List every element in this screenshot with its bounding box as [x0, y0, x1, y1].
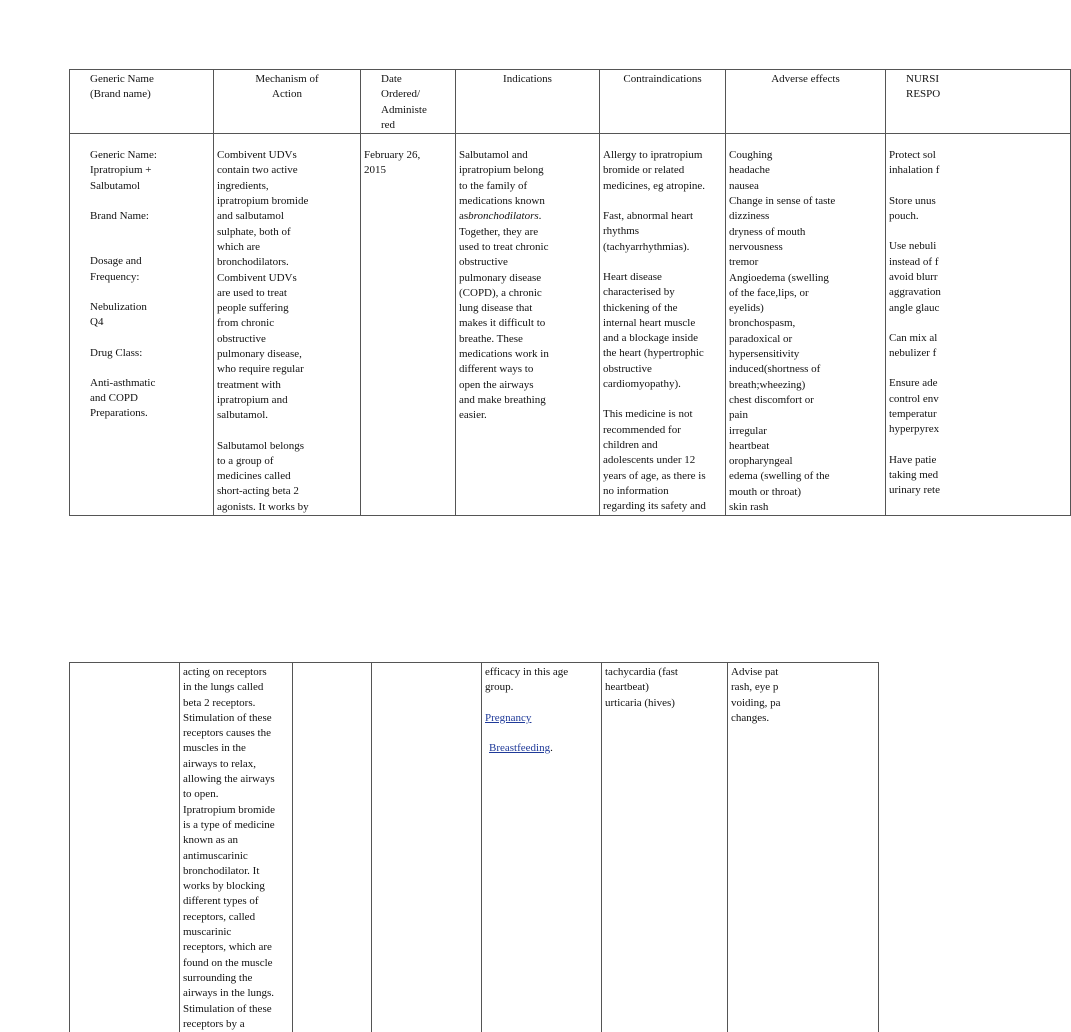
mechanism-continuation: acting on receptors in the lungs called beta 2 receptors. Stimulation of these receptors causes the muscles in the airways to relax, allowing the airways to open. Ipratropium bromide is a type of medicine known as an antimuscarinic bronchodilator. It works by blocking different types of receptors, called muscarinic receptors, which are found on the muscle surrounding the airways in the lungs. Stimulation of these receptors by a [183, 665, 289, 1032]
drug-study-table-page-1 [69, 69, 1071, 516]
cell-date [361, 134, 456, 516]
cell-adverse-effects-cont [602, 663, 728, 1032]
nursing-continuation: Advise pat rash, eye p voiding, pa changes. [731, 665, 875, 726]
header-nursing: NURSI RESPO [886, 70, 1071, 134]
header-generic-name: Generic Name (Brand name) [70, 70, 214, 134]
header-indications: Indications [456, 70, 600, 134]
contra-paragraph-2: Fast, abnormal heart rhythms (tachyarrhythmias). [603, 209, 722, 255]
cell-indications-cont [372, 663, 482, 1032]
header-contraindications: Contraindications [600, 70, 726, 134]
nursing-paragraph-5: Ensure ade control env temperatur hyperpyrex [889, 376, 1067, 437]
adverse-effects-continuation: tachycardia (fast heartbeat) urticaria (hives) [605, 665, 724, 711]
cell-generic-name-cont [70, 663, 180, 1032]
brand-name-label: Brand Name: [90, 209, 210, 224]
nursing-paragraph-6: Have patie taking med urinary rete [889, 453, 1067, 499]
date-value: February 26, 2015 [364, 148, 452, 179]
header-mechanism: Mechanism of Action [214, 70, 361, 134]
cell-date-cont [293, 663, 372, 1032]
drug-class-value: Anti-asthmatic and COPD Preparations. [90, 376, 210, 422]
contra-paragraph-4: This medicine is not recommended for children and adolescents under 12 years of age, as there is no information regarding its safety and [603, 407, 722, 514]
table-continuation-row [70, 663, 879, 1032]
cell-indications [456, 134, 600, 516]
breastfeeding-link[interactable]: Breastfeeding [489, 742, 550, 754]
contra-paragraph-3: Heart disease characterised by thickening of the internal heart muscle and a blockage inside the heart (hypertrophic obstructive cardiomyopathy). [603, 270, 722, 392]
drug-study-table-page-2 [69, 662, 879, 1032]
indications-text: Salbutamol and ipratropium belong to the family of medications known asbronchodilators. Together, they are used to treat chronic obstructive pulmonary disease (COPD), a chronic lung disease that makes it difficult to breathe. These medications work in different ways to open the airways and make breathing easier. [459, 148, 596, 423]
nursing-paragraph-3: Use nebuli instead of f avoid blurr aggravation angle glauc [889, 239, 1067, 315]
table-body-row [70, 134, 1071, 516]
mechanism-paragraph-1: Combivent UDVs contain two active ingredients, ipratropium bromide and salbutamol sulphate, both of which are bronchodilators. Combivent UDVs are used to treat people suffering from chronic obstructive pulmonary disease, who require regular treatment with ipratropium and salbutamol. [217, 148, 357, 423]
cell-contraindications [600, 134, 726, 516]
dosage-label: Dosage and Frequency: [90, 254, 210, 285]
adverse-effects-list: Coughing headache nausea Change in sense of taste dizziness dryness of mouth nervousness tremor Angioedema (swelling of the face,lips, or eyelids) bronchospasm, paradoxical or hypersensitivity induced(shortness of breath;wheezing) chest discomfort or pain irregular heartbeat oropharyngeal edema (swelling of the mouth or throat) skin rash [729, 148, 882, 515]
header-adverse-effects: Adverse effects [726, 70, 886, 134]
cell-nursing-cont [728, 663, 879, 1032]
mechanism-paragraph-2: Salbutamol belongs to a group of medicines called short-acting beta 2 agonists. It works by [217, 439, 357, 515]
nursing-paragraph-2: Store unus pouch. [889, 194, 1067, 225]
cell-mechanism-cont [180, 663, 293, 1032]
cell-contraindications-cont: efficacy in this age group. Pregnancy Breastfeeding. [482, 663, 602, 1032]
nursing-paragraph-1: Protect sol inhalation f [889, 148, 1067, 179]
cell-generic-name [70, 134, 214, 516]
cell-adverse-effects [726, 134, 886, 516]
header-date: Date Ordered/ Administe red [361, 70, 456, 134]
pregnancy-link[interactable]: Pregnancy [485, 712, 531, 724]
cell-mechanism [214, 134, 361, 516]
drug-class-label: Drug Class: [90, 346, 210, 361]
dosage-value: Nebulization Q4 [90, 300, 210, 331]
contra-paragraph-1: Allergy to ipratropium bromide or related medicines, eg atropine. [603, 148, 722, 194]
generic-name-text: Generic Name: Ipratropium + Salbutamol [90, 148, 210, 194]
contra-continuation: efficacy in this age group. [485, 665, 598, 696]
cell-nursing [886, 134, 1071, 516]
nursing-paragraph-4: Can mix al nebulizer f [889, 331, 1067, 362]
table-header-row [70, 70, 1071, 134]
